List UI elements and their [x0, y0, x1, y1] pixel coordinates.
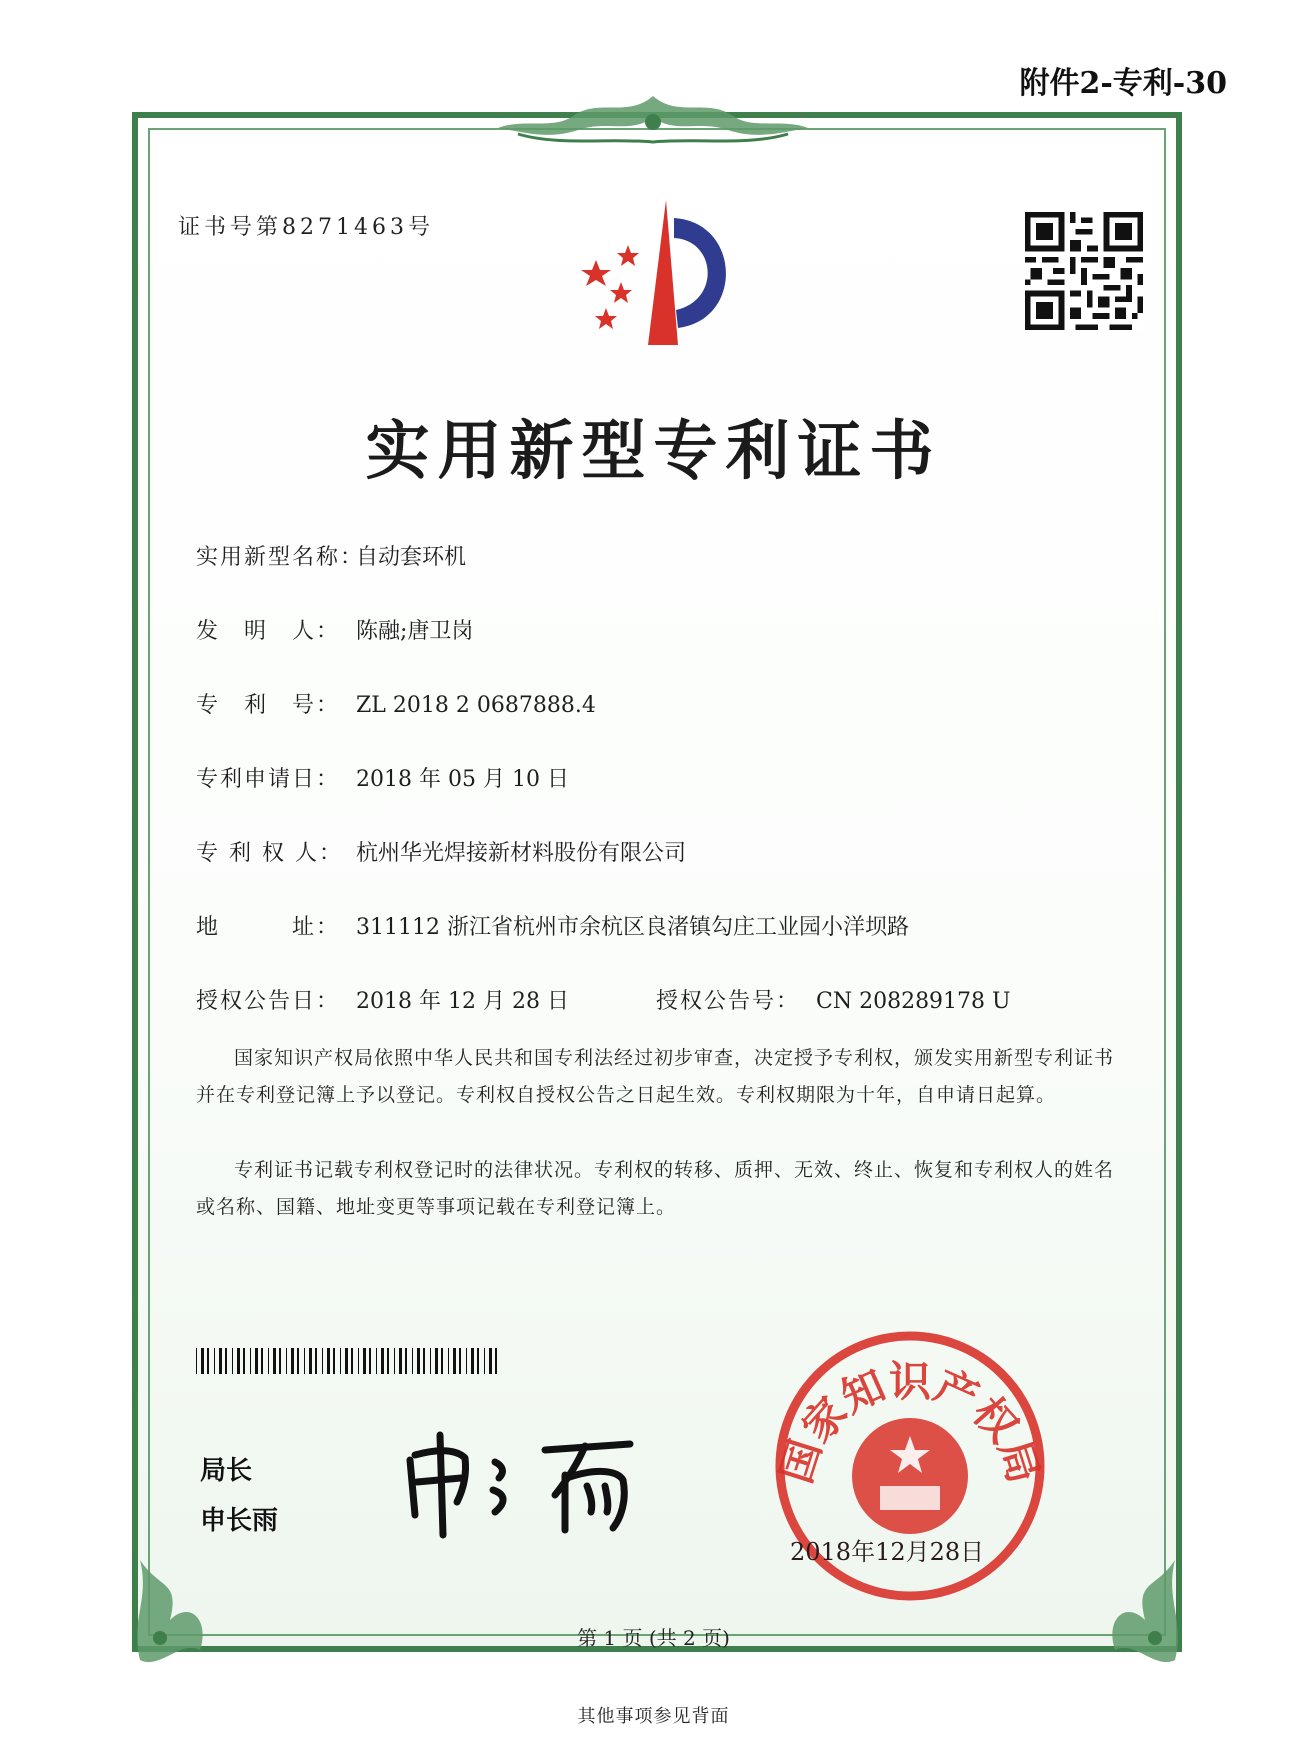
field-label: 专 利 权 人：	[196, 841, 343, 866]
legal-paragraph-1: 国家知识产权局依照中华人民共和国专利法经过初步审查，决定授予专利权，颁发实用新型专利证书并在专利登记簿上予以登记。专利权自授权公告之日起生效。专利权期限为十年，自申请日起算。	[196, 1047, 1115, 1106]
director-name: 申长雨	[200, 1506, 279, 1536]
seal-date: 2018年12月28日	[790, 1538, 985, 1566]
field-label: 专利申请日：	[196, 767, 341, 792]
certificate-title: 实用新型专利证书	[365, 414, 942, 489]
field-grant-date	[196, 984, 1011, 1015]
seal-text: 国家知识产权局	[771, 1356, 1049, 1489]
legal-paragraph-2: 专利证书记载专利权登记时的法律状况。专利权的转移、质押、无效、终止、恢复和专利权人的姓名或名称、国籍、地址变更等事项记载在专利登记簿上。	[196, 1159, 1115, 1218]
field-utility-model-name	[196, 540, 466, 571]
field-patent-number	[196, 688, 596, 719]
field-value: CN 208289178 U	[816, 989, 1011, 1014]
field-value: 杭州华光焊接新材料股份有限公司	[356, 841, 687, 866]
patent-office-emblem-icon	[566, 200, 756, 350]
field-value: ZL 2018 2 0687888.4	[356, 693, 596, 718]
director-signature-icon	[395, 1420, 665, 1540]
field-label: 地 址：	[196, 915, 341, 940]
field-value: 2018 年 12 月 28 日	[356, 989, 569, 1014]
field-label: 发 明 人：	[196, 619, 341, 644]
field-value: 311112 浙江省杭州市余杭区良渚镇勾庄工业园小洋坝路	[356, 915, 909, 940]
qr-code-icon	[1025, 212, 1143, 330]
footer-note: 其他事项参见背面	[577, 1706, 730, 1727]
field-label: 实用新型名称：	[196, 545, 365, 570]
field-value: 自动套环机	[356, 545, 467, 570]
top-ornament-icon	[478, 88, 828, 148]
field-value: 陈融;唐卫岗	[356, 619, 474, 644]
page-number: 第 1 页 (共 2 页)	[577, 1626, 730, 1650]
barcode-icon	[196, 1348, 502, 1374]
field-label: 授权公告日：	[196, 989, 341, 1014]
field-label: 专 利 号：	[196, 693, 341, 718]
field-label: 授权公告号：	[656, 989, 801, 1014]
field-patentee	[196, 836, 686, 867]
field-application-date	[196, 762, 569, 793]
certificate-number: 证书号第8271463号	[178, 215, 434, 240]
director-title: 局长	[200, 1456, 253, 1486]
field-address	[196, 910, 909, 941]
field-inventor	[196, 614, 473, 645]
field-value: 2018 年 05 月 10 日	[356, 767, 569, 792]
attachment-label: 附件2-专利-30	[1019, 66, 1227, 101]
